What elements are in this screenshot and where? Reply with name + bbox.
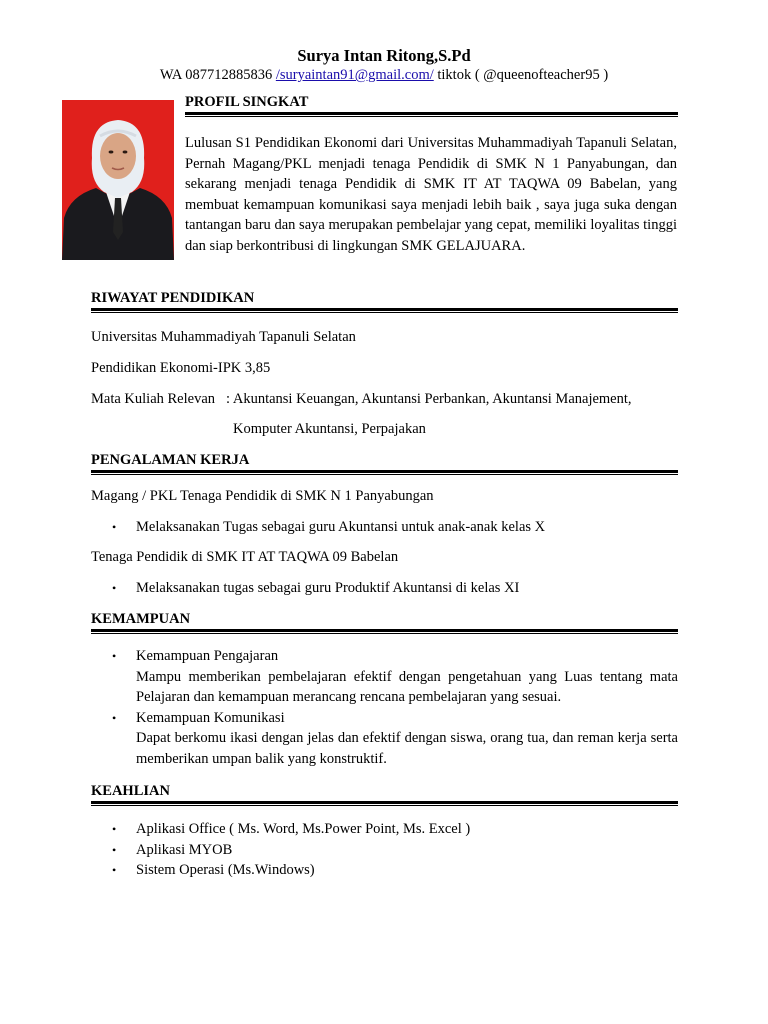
skills-list (91, 819, 678, 881)
education-courses-label: Mata Kuliah Relevan (91, 391, 216, 407)
education-courses-line1: : Akuntansi Keuangan, Akuntansi Perbankan, Akuntansi Manajement, (226, 391, 632, 407)
ability-title: Kemampuan Komunikasi (136, 709, 285, 726)
bullet-icon: • (112, 520, 117, 534)
ability-description: Dapat berkomu ikasi dengan jelas dan efektif dengan siswa, orang tua, dan reman kerja serta memberikan umpan balik yang konstruktif. (136, 730, 678, 767)
list-item (91, 646, 678, 708)
experience-job-1-tasks (91, 517, 678, 538)
list-item (91, 708, 678, 770)
list-item: • Melaksanakan tugas sebagai guru Produktif Akuntansi di kelas XI (91, 578, 678, 599)
email-link[interactable]: /suryaintan91@gmail.com/ (275, 67, 434, 83)
list-item: • Aplikasi MYOB (91, 840, 678, 861)
bullet-icon: • (112, 822, 117, 836)
experience-job-2: Tenaga Pendidik di SMK IT AT TAQWA 09 Babelan (91, 549, 399, 565)
skills-heading: KEAHLIAN (91, 783, 170, 799)
bullet-icon: • (112, 649, 117, 663)
education-major: Pendidikan Ekonomi-IPK 3,85 (91, 360, 271, 376)
tiktok-handle: tiktok ( @queenofteacher95 ) (437, 67, 609, 83)
bullet-icon: • (112, 842, 117, 857)
bullet-icon: • (112, 863, 117, 877)
bullet-icon: • (112, 710, 117, 725)
whatsapp-number: WA 087712885836 (159, 67, 273, 83)
experience-job-2-tasks (91, 578, 678, 599)
contact-line (0, 67, 768, 84)
list-item: • Melaksanakan Tugas sebagai guru Akuntansi untuk anak-anak kelas X (91, 517, 678, 538)
list-item: • Sistem Operasi (Ms.Windows) (91, 860, 678, 881)
abilities-list (91, 646, 678, 769)
profile-heading: PROFIL SINGKAT (185, 94, 309, 110)
education-university: Universitas Muhammadiyah Tapanuli Selatan (91, 329, 356, 345)
candidate-name: Surya Intan Ritong,S.Pd (297, 46, 471, 65)
skills-rule (91, 801, 678, 806)
experience-rule (91, 470, 678, 475)
experience-heading: PENGALAMAN KERJA (91, 452, 250, 468)
list-item: • Aplikasi Office ( Ms. Word, Ms.Power Point, Ms. Excel ) (91, 819, 678, 840)
education-rule (91, 308, 678, 313)
education-heading: RIWAYAT PENDIDIKAN (91, 290, 255, 306)
experience-job-1: Magang / PKL Tenaga Pendidik di SMK N 1 Panyabungan (91, 488, 434, 504)
abilities-heading: KEMAMPUAN (91, 611, 191, 627)
profile-photo (62, 100, 174, 260)
profile-rule (185, 112, 678, 117)
ability-title: Kemampuan Pengajaran (136, 648, 279, 664)
profile-summary: Lulusan S1 Pendidikan Ekonomi dari Universitas Muhammadiyah Tapanuli Selatan, Pernah Magang/PKL menjadi tenaga Pendidik di SMK N 1 Panyabungan, dan sekarang menjadi tenaga Pendidik di SMK IT AT TAQWA 09 Babelan, yang membuat kemampuan komunikasi saya menjadi lebih baik , saya juga suka dengan tantangan baru dan saya merupakan pembelajar yang cepat, memiliki loyalitas tinggi dan siap berkontribusi di lingkungan SMK GELAJUARA. (185, 135, 677, 254)
education-courses-line2: Komputer Akuntansi, Perpajakan (233, 421, 426, 437)
bullet-icon: • (112, 581, 117, 595)
abilities-rule (91, 629, 678, 634)
ability-description: Mampu memberikan pembelajaran efektif dengan pengetahuan yang Luas tentang mata Pelajaran dan kemampuan merancang rencana pembelajaran yang sesuai. (136, 668, 678, 705)
